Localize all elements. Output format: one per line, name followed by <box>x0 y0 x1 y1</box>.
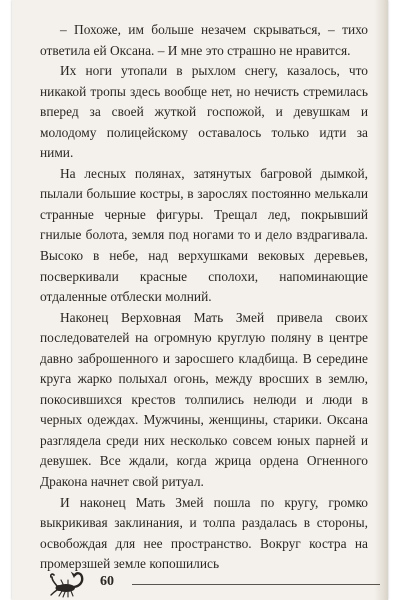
paragraph: Их ноги утопали в рыхлом снегу, казалось, что никакой тропы здесь вообще нет, но нечисть стремилась вперед за своей жуткой госпожой, и девушкам и молодому полицейскому оставалось только идти за ними. <box>40 63 368 161</box>
page-spine-shadow <box>374 0 388 600</box>
paragraph: И наконец Мать Змей пошла по кругу, громко выкрикивая заклинания, и толпа раздалась в стороны, освобождая для нее пространство. Вокруг костра на промерзшей земле копошились <box>40 494 368 572</box>
scorpion-icon <box>50 568 92 598</box>
book-page <box>12 0 388 600</box>
paragraph: Наконец Верховная Мать Змей привела своих последователей на огромную круглую поляну в центре давно заброшенного и заросшего кладбища. В середине круга жарко полыхал огонь, между вросших в землю, покосившихся крестов толпились нелюди и люди в черных одеждах. Мужчины, женщины, старики. Оксана разглядела среди них несколько совсем юных парней и девушек. Все ждали, когда жрица ордена Огненного Дракона начнет свой ритуал. <box>40 309 368 490</box>
paragraph: На лесных полянах, затянутых багровой дымкой, пылали большие костры, в зарослях постоянно мелькали странные черные фигуры. Трещал лед, покрывший гнилые болота, земля под ногами то и дело вздрагивала. Высоко в небе, над верхушками вековых деревьев, посверкивали красные сполохи, напоминающие отдаленные отблески молний. <box>40 165 368 305</box>
page-footer <box>50 568 380 598</box>
page-body-text <box>40 20 368 575</box>
paragraph: – Похоже, им больше незачем скрываться, – тихо ответила ей Оксана. – И мне это страшно не нравится. <box>40 22 368 58</box>
page-number: 60 <box>100 574 114 589</box>
footer-divider <box>132 584 380 585</box>
